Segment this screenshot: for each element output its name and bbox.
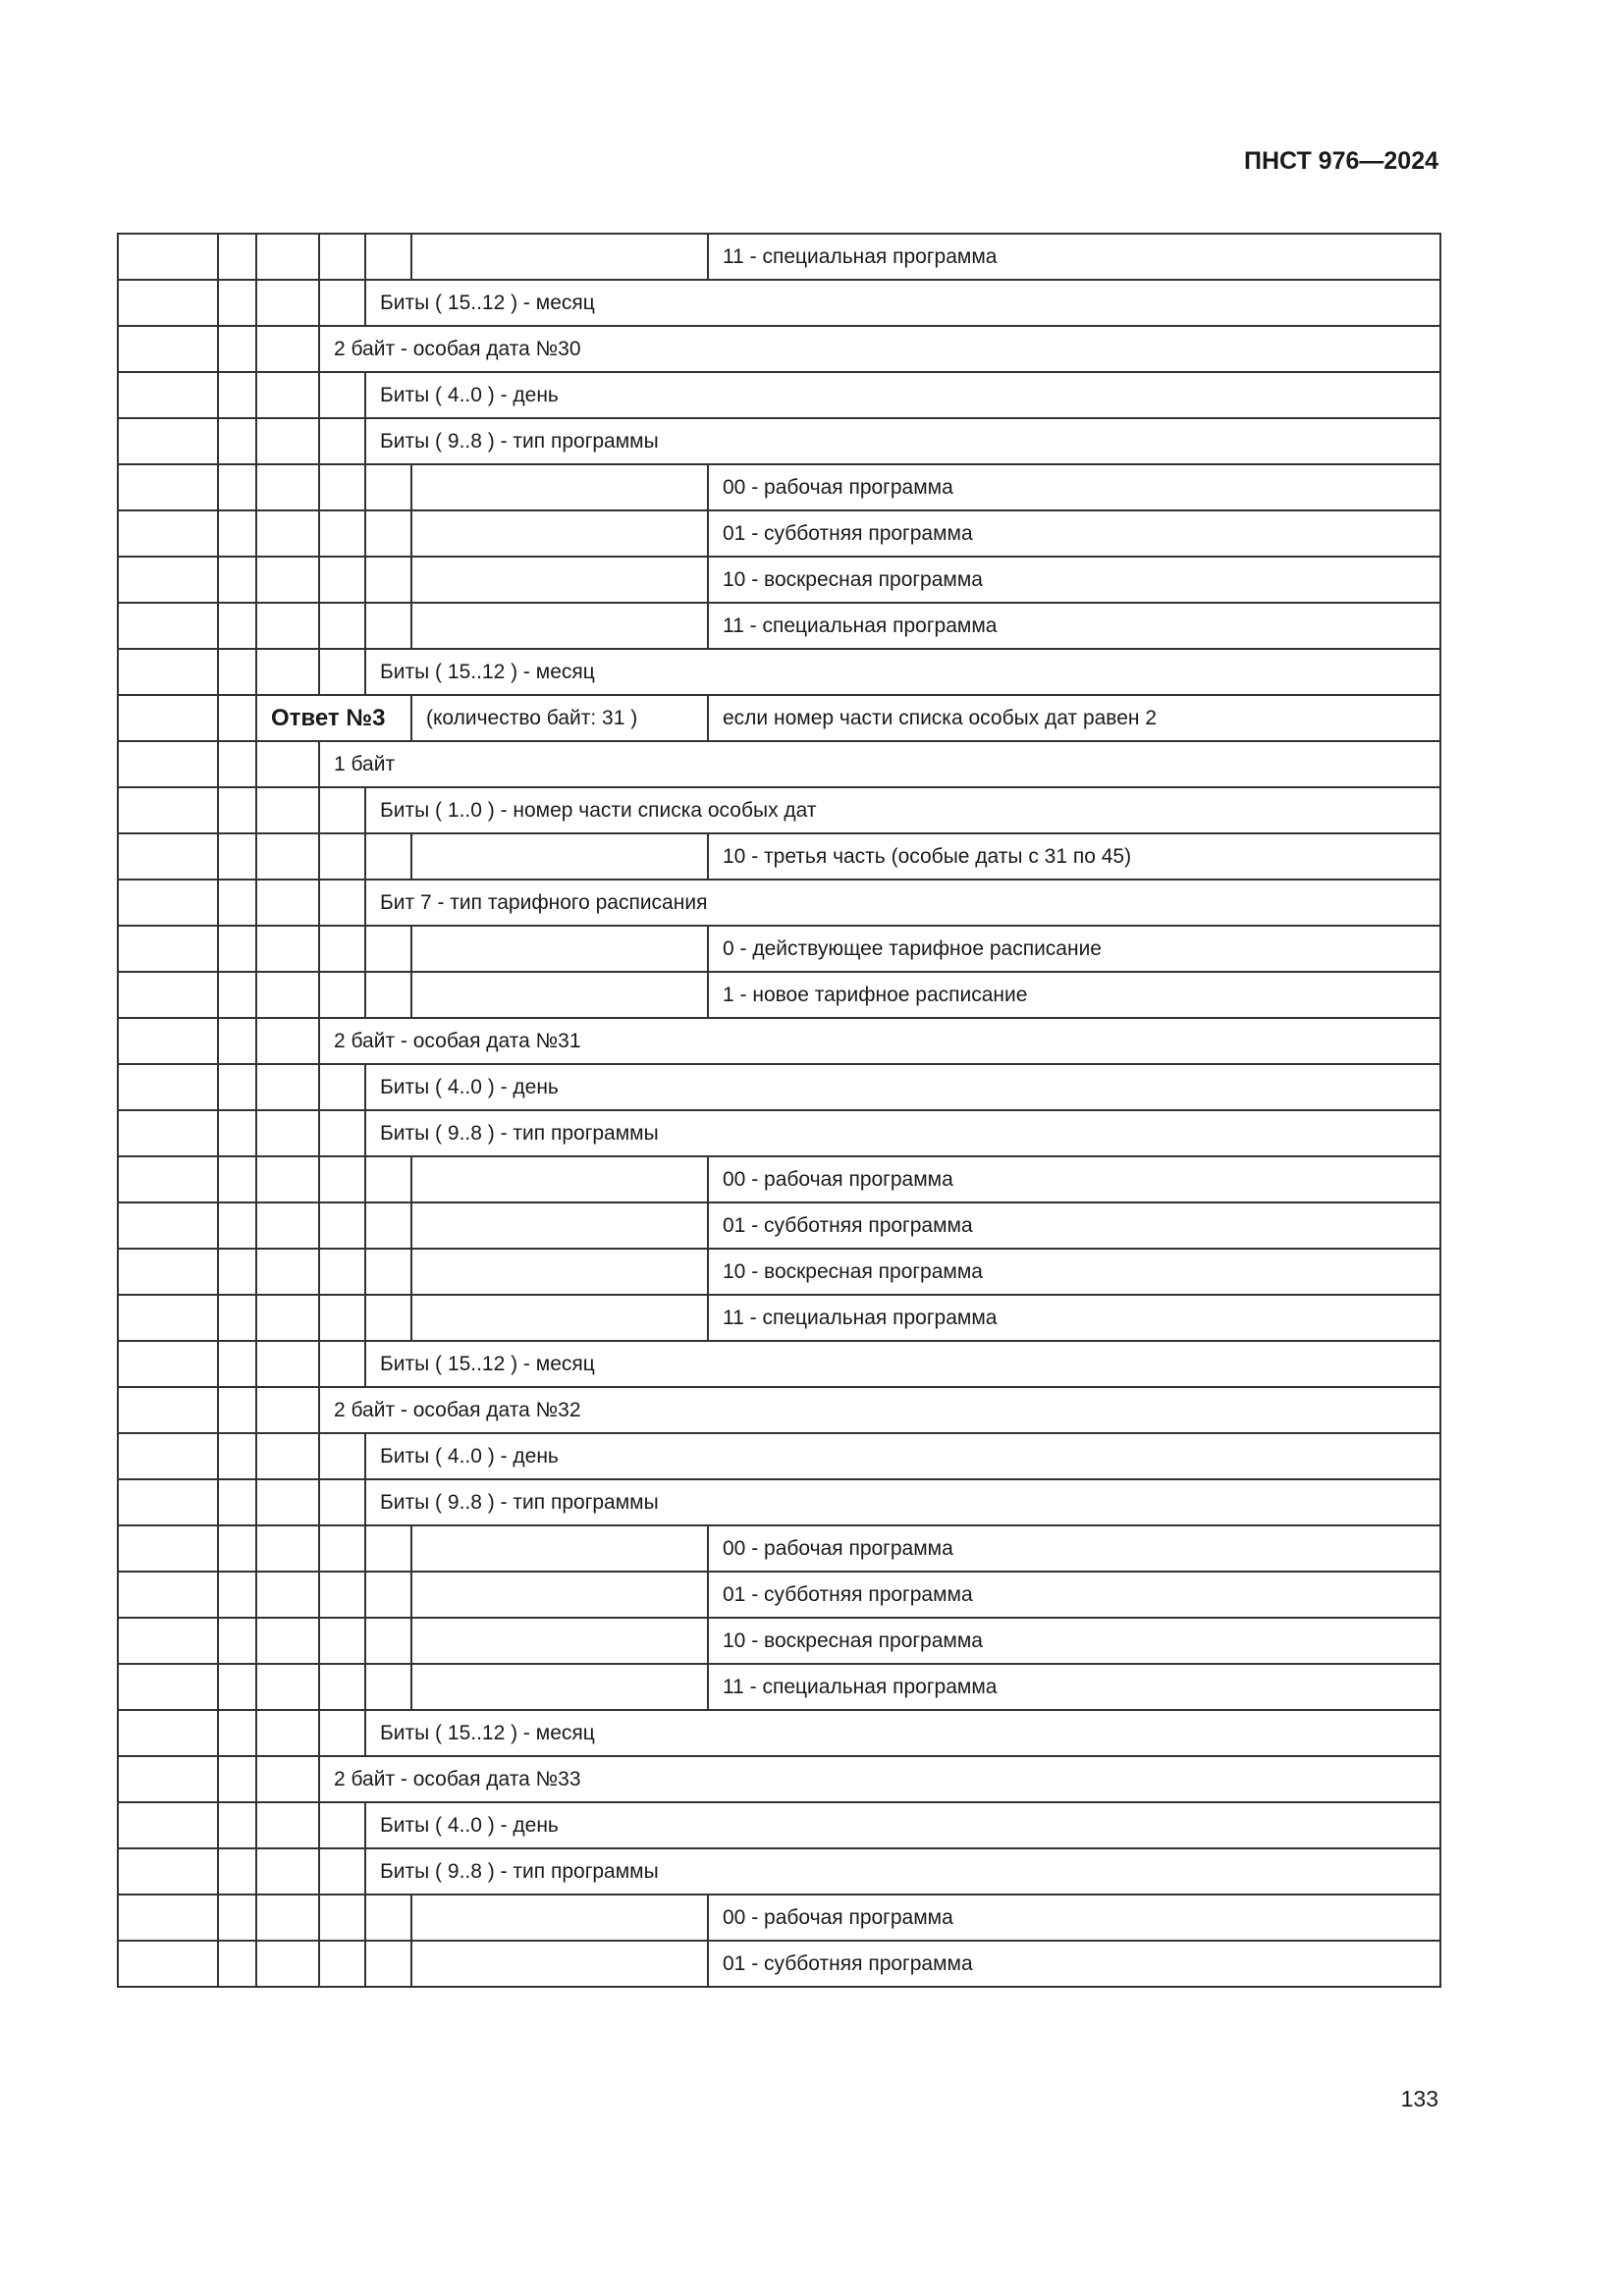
table-row xyxy=(118,1249,1440,1295)
empty-cell xyxy=(365,1156,411,1202)
empty-cell xyxy=(256,557,319,603)
empty-cell xyxy=(319,510,365,557)
empty-cell xyxy=(256,1895,319,1941)
value-cell: 01 - субботняя программа xyxy=(708,1572,1440,1618)
empty-cell xyxy=(319,880,365,926)
empty-cell xyxy=(365,234,411,280)
value-cell: 00 - рабочая программа xyxy=(708,1525,1440,1572)
empty-cell xyxy=(218,695,256,741)
empty-cell xyxy=(411,603,708,649)
condition-cell: если номер части списка особых дат равен 2 xyxy=(708,695,1440,741)
empty-cell xyxy=(118,1479,218,1525)
empty-cell xyxy=(319,603,365,649)
empty-cell xyxy=(118,510,218,557)
empty-cell xyxy=(118,1249,218,1295)
empty-cell xyxy=(218,1295,256,1341)
empty-cell xyxy=(319,787,365,833)
table-row xyxy=(118,1710,1440,1756)
empty-cell xyxy=(365,833,411,880)
empty-cell xyxy=(218,1664,256,1710)
empty-cell xyxy=(118,326,218,372)
empty-cell xyxy=(411,1664,708,1710)
empty-cell xyxy=(319,418,365,464)
empty-cell xyxy=(118,1618,218,1664)
bits-cell: Биты ( 9..8 ) - тип программы xyxy=(365,418,1440,464)
empty-cell xyxy=(411,1249,708,1295)
empty-cell xyxy=(118,972,218,1018)
table-row xyxy=(118,1110,1440,1156)
table-row xyxy=(118,464,1440,510)
empty-cell xyxy=(118,1941,218,1987)
empty-cell xyxy=(365,1295,411,1341)
empty-cell xyxy=(218,833,256,880)
empty-cell xyxy=(319,1664,365,1710)
table-row xyxy=(118,1941,1440,1987)
empty-cell xyxy=(256,880,319,926)
empty-cell xyxy=(218,787,256,833)
table-row xyxy=(118,649,1440,695)
bits-cell: Биты ( 15..12 ) - месяц xyxy=(365,280,1440,326)
empty-cell xyxy=(319,1433,365,1479)
empty-cell xyxy=(411,510,708,557)
bits-cell: Биты ( 15..12 ) - месяц xyxy=(365,1710,1440,1756)
empty-cell xyxy=(118,1572,218,1618)
empty-cell xyxy=(118,1525,218,1572)
empty-cell xyxy=(256,1156,319,1202)
empty-cell xyxy=(118,695,218,741)
empty-cell xyxy=(118,741,218,787)
empty-cell xyxy=(218,1895,256,1941)
empty-cell xyxy=(218,741,256,787)
value-cell: 11 - специальная программа xyxy=(708,234,1440,280)
empty-cell xyxy=(256,972,319,1018)
byte-cell: 1 байт xyxy=(319,741,1440,787)
byte-cell: 2 байт - особая дата №32 xyxy=(319,1387,1440,1433)
table-row xyxy=(118,1018,1440,1064)
table-row xyxy=(118,1756,1440,1802)
byte-cell: 2 байт - особая дата №33 xyxy=(319,1756,1440,1802)
empty-cell xyxy=(256,1064,319,1110)
value-cell: 1 - новое тарифное расписание xyxy=(708,972,1440,1018)
table-row xyxy=(118,1295,1440,1341)
empty-cell xyxy=(118,1341,218,1387)
table-row xyxy=(118,1433,1440,1479)
empty-cell xyxy=(256,1941,319,1987)
empty-cell xyxy=(118,464,218,510)
byte-cell: 2 байт - особая дата №31 xyxy=(319,1018,1440,1064)
empty-cell xyxy=(256,1525,319,1572)
empty-cell xyxy=(118,926,218,972)
empty-cell xyxy=(256,1802,319,1848)
empty-cell xyxy=(319,1941,365,1987)
empty-cell xyxy=(319,1525,365,1572)
empty-cell xyxy=(218,1848,256,1895)
empty-cell xyxy=(319,926,365,972)
empty-cell xyxy=(118,787,218,833)
empty-cell xyxy=(218,510,256,557)
document-id: ПНСТ 976—2024 xyxy=(1244,147,1438,175)
empty-cell xyxy=(365,1525,411,1572)
value-cell: 00 - рабочая программа xyxy=(708,464,1440,510)
empty-cell xyxy=(411,1156,708,1202)
empty-cell xyxy=(319,1710,365,1756)
table-row xyxy=(118,1572,1440,1618)
empty-cell xyxy=(218,280,256,326)
table-row xyxy=(118,1202,1440,1249)
empty-cell xyxy=(256,649,319,695)
empty-cell xyxy=(256,1664,319,1710)
value-cell: 11 - специальная программа xyxy=(708,1295,1440,1341)
empty-cell xyxy=(365,1664,411,1710)
empty-cell xyxy=(218,418,256,464)
empty-cell xyxy=(365,1618,411,1664)
table-row xyxy=(118,603,1440,649)
bits-cell: Биты ( 4..0 ) - день xyxy=(365,1802,1440,1848)
empty-cell xyxy=(365,1572,411,1618)
table-row xyxy=(118,1618,1440,1664)
empty-cell xyxy=(411,1295,708,1341)
empty-cell xyxy=(319,1802,365,1848)
empty-cell xyxy=(256,1202,319,1249)
empty-cell xyxy=(256,741,319,787)
empty-cell xyxy=(256,326,319,372)
bits-cell: Биты ( 15..12 ) - месяц xyxy=(365,649,1440,695)
empty-cell xyxy=(256,1572,319,1618)
empty-cell xyxy=(365,926,411,972)
empty-cell xyxy=(118,1802,218,1848)
empty-cell xyxy=(256,510,319,557)
table-row xyxy=(118,741,1440,787)
empty-cell xyxy=(118,1895,218,1941)
bits-cell: Биты ( 4..0 ) - день xyxy=(365,372,1440,418)
empty-cell xyxy=(256,926,319,972)
empty-cell xyxy=(218,1572,256,1618)
empty-cell xyxy=(218,1202,256,1249)
byte-count-cell: (количество байт: 31 ) xyxy=(411,695,708,741)
empty-cell xyxy=(319,1618,365,1664)
empty-cell xyxy=(256,1110,319,1156)
empty-cell xyxy=(365,603,411,649)
empty-cell xyxy=(256,1710,319,1756)
empty-cell xyxy=(411,833,708,880)
empty-cell xyxy=(256,1341,319,1387)
empty-cell xyxy=(411,234,708,280)
value-cell: 10 - воскресная программа xyxy=(708,557,1440,603)
empty-cell xyxy=(365,1249,411,1295)
table-row xyxy=(118,695,1440,741)
empty-cell xyxy=(319,649,365,695)
value-cell: 10 - воскресная программа xyxy=(708,1249,1440,1295)
empty-cell xyxy=(319,1848,365,1895)
empty-cell xyxy=(218,326,256,372)
empty-cell xyxy=(218,1802,256,1848)
empty-cell xyxy=(256,1618,319,1664)
empty-cell xyxy=(256,1479,319,1525)
bits-cell: Биты ( 9..8 ) - тип программы xyxy=(365,1479,1440,1525)
empty-cell xyxy=(319,1064,365,1110)
empty-cell xyxy=(256,418,319,464)
empty-cell xyxy=(319,464,365,510)
bits-cell: Биты ( 4..0 ) - день xyxy=(365,1433,1440,1479)
answer-label-cell: Ответ №3 xyxy=(256,695,411,741)
value-cell: 01 - субботняя программа xyxy=(708,1202,1440,1249)
empty-cell xyxy=(319,1341,365,1387)
empty-cell xyxy=(218,464,256,510)
empty-cell xyxy=(118,1664,218,1710)
table-row xyxy=(118,880,1440,926)
empty-cell xyxy=(218,1110,256,1156)
table-row xyxy=(118,833,1440,880)
empty-cell xyxy=(411,1202,708,1249)
table-row xyxy=(118,1156,1440,1202)
empty-cell xyxy=(118,1433,218,1479)
empty-cell xyxy=(319,1295,365,1341)
empty-cell xyxy=(118,1156,218,1202)
table-row xyxy=(118,1802,1440,1848)
empty-cell xyxy=(118,1295,218,1341)
empty-cell xyxy=(118,234,218,280)
value-cell: 01 - субботняя программа xyxy=(708,510,1440,557)
empty-cell xyxy=(218,1018,256,1064)
table-row xyxy=(118,418,1440,464)
empty-cell xyxy=(218,649,256,695)
empty-cell xyxy=(411,1895,708,1941)
empty-cell xyxy=(411,1525,708,1572)
empty-cell xyxy=(118,280,218,326)
empty-cell xyxy=(218,972,256,1018)
table-row xyxy=(118,326,1440,372)
empty-cell xyxy=(218,1618,256,1664)
empty-cell xyxy=(319,280,365,326)
empty-cell xyxy=(118,833,218,880)
empty-cell xyxy=(256,1756,319,1802)
page-number: 133 xyxy=(1400,2086,1438,2111)
empty-cell xyxy=(256,464,319,510)
empty-cell xyxy=(319,1479,365,1525)
empty-cell xyxy=(411,926,708,972)
empty-cell xyxy=(319,1249,365,1295)
value-cell: 01 - субботняя программа xyxy=(708,1941,1440,1987)
table-row xyxy=(118,234,1440,280)
empty-cell xyxy=(218,926,256,972)
empty-cell xyxy=(365,510,411,557)
empty-cell xyxy=(319,1895,365,1941)
empty-cell xyxy=(118,1202,218,1249)
empty-cell xyxy=(218,1941,256,1987)
table-row xyxy=(118,1387,1440,1433)
empty-cell xyxy=(256,1433,319,1479)
empty-cell xyxy=(118,1710,218,1756)
bits-cell: Биты ( 9..8 ) - тип программы xyxy=(365,1848,1440,1895)
empty-cell xyxy=(118,1387,218,1433)
empty-cell xyxy=(218,1341,256,1387)
empty-cell xyxy=(256,603,319,649)
value-cell: 0 - действующее тарифное расписание xyxy=(708,926,1440,972)
table-row xyxy=(118,972,1440,1018)
table-row xyxy=(118,1848,1440,1895)
empty-cell xyxy=(256,280,319,326)
empty-cell xyxy=(319,1202,365,1249)
empty-cell xyxy=(218,1064,256,1110)
bits-cell: Биты ( 9..8 ) - тип программы xyxy=(365,1110,1440,1156)
table-row xyxy=(118,1479,1440,1525)
empty-cell xyxy=(118,1848,218,1895)
empty-cell xyxy=(218,1433,256,1479)
empty-cell xyxy=(218,1756,256,1802)
empty-cell xyxy=(218,557,256,603)
empty-cell xyxy=(218,372,256,418)
table-row xyxy=(118,1341,1440,1387)
table-row xyxy=(118,926,1440,972)
empty-cell xyxy=(256,787,319,833)
empty-cell xyxy=(319,1110,365,1156)
empty-cell xyxy=(118,1110,218,1156)
empty-cell xyxy=(118,649,218,695)
empty-cell xyxy=(319,833,365,880)
bits-cell: Биты ( 4..0 ) - день xyxy=(365,1064,1440,1110)
empty-cell xyxy=(256,1387,319,1433)
table-row xyxy=(118,1064,1440,1110)
empty-cell xyxy=(118,1756,218,1802)
value-cell: 10 - воскресная программа xyxy=(708,1618,1440,1664)
empty-cell xyxy=(118,1018,218,1064)
table-row xyxy=(118,1895,1440,1941)
empty-cell xyxy=(256,234,319,280)
bits-cell: Биты ( 1..0 ) - номер части списка особых дат xyxy=(365,787,1440,833)
value-cell: 00 - рабочая программа xyxy=(708,1156,1440,1202)
empty-cell xyxy=(256,372,319,418)
empty-cell xyxy=(218,1479,256,1525)
table-row xyxy=(118,372,1440,418)
table-row xyxy=(118,510,1440,557)
bits-cell: Биты ( 15..12 ) - месяц xyxy=(365,1341,1440,1387)
empty-cell xyxy=(256,833,319,880)
empty-cell xyxy=(319,1156,365,1202)
empty-cell xyxy=(411,1572,708,1618)
value-cell: 10 - третья часть (особые даты с 31 по 45) xyxy=(708,833,1440,880)
byte-cell: 2 байт - особая дата №30 xyxy=(319,326,1440,372)
empty-cell xyxy=(118,557,218,603)
empty-cell xyxy=(118,880,218,926)
empty-cell xyxy=(218,1249,256,1295)
value-cell: 11 - специальная программа xyxy=(708,1664,1440,1710)
empty-cell xyxy=(411,557,708,603)
empty-cell xyxy=(319,1572,365,1618)
table-row xyxy=(118,1664,1440,1710)
table-row xyxy=(118,280,1440,326)
empty-cell xyxy=(365,557,411,603)
empty-cell xyxy=(218,603,256,649)
empty-cell xyxy=(411,464,708,510)
empty-cell xyxy=(411,972,708,1018)
table-row xyxy=(118,1525,1440,1572)
empty-cell xyxy=(118,372,218,418)
empty-cell xyxy=(365,1202,411,1249)
bits-cell: Бит 7 - тип тарифного расписания xyxy=(365,880,1440,926)
empty-cell xyxy=(365,1941,411,1987)
protocol-table xyxy=(117,233,1441,1988)
empty-cell xyxy=(365,464,411,510)
empty-cell xyxy=(319,234,365,280)
value-cell: 11 - специальная программа xyxy=(708,603,1440,649)
empty-cell xyxy=(218,1710,256,1756)
empty-cell xyxy=(218,234,256,280)
empty-cell xyxy=(319,372,365,418)
empty-cell xyxy=(365,972,411,1018)
empty-cell xyxy=(256,1018,319,1064)
empty-cell xyxy=(256,1295,319,1341)
empty-cell xyxy=(118,418,218,464)
empty-cell xyxy=(411,1618,708,1664)
empty-cell xyxy=(411,1941,708,1987)
empty-cell xyxy=(118,1064,218,1110)
empty-cell xyxy=(218,1387,256,1433)
empty-cell xyxy=(319,557,365,603)
table-row xyxy=(118,787,1440,833)
empty-cell xyxy=(319,972,365,1018)
value-cell: 00 - рабочая программа xyxy=(708,1895,1440,1941)
empty-cell xyxy=(218,1525,256,1572)
empty-cell xyxy=(218,1156,256,1202)
empty-cell xyxy=(218,880,256,926)
empty-cell xyxy=(118,603,218,649)
empty-cell xyxy=(365,1895,411,1941)
table-row xyxy=(118,557,1440,603)
empty-cell xyxy=(256,1848,319,1895)
empty-cell xyxy=(256,1249,319,1295)
